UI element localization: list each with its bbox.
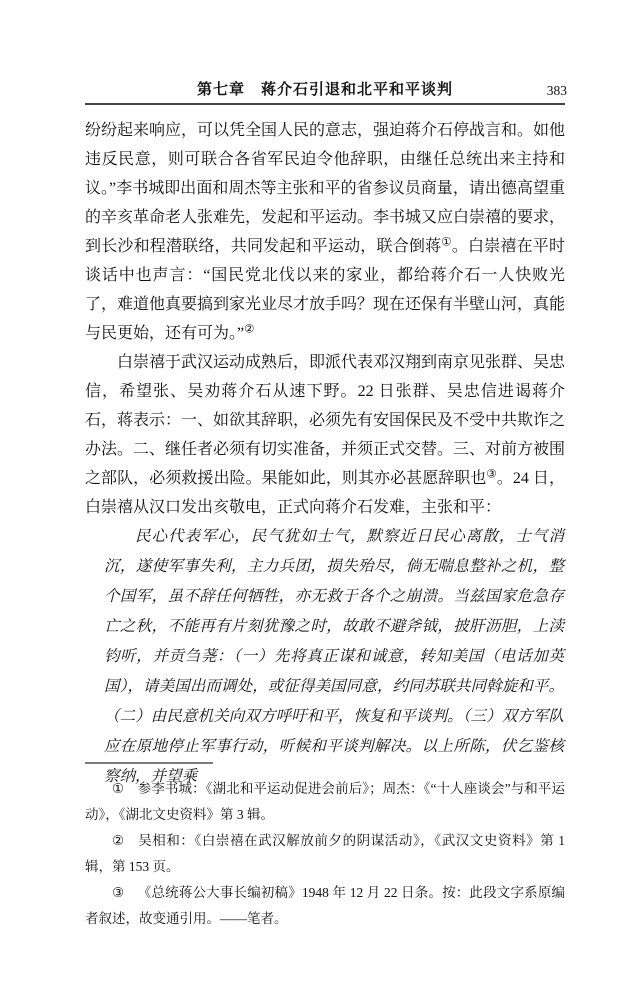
footnote-2 bbox=[85, 828, 565, 880]
footnote-3 bbox=[85, 880, 565, 932]
page-number: 383 bbox=[546, 83, 567, 98]
footnotes-section bbox=[85, 762, 565, 932]
header-rule bbox=[85, 103, 565, 105]
footnote-2-text: 吴相和：《白崇禧在武汉解放前夕的阴谋活动》，《武汉文史资料》第 1 辑，第 153 页。 bbox=[85, 833, 566, 874]
footnote-3-marker: ③ bbox=[112, 885, 125, 900]
main-text-block bbox=[85, 116, 565, 792]
footnote-1 bbox=[85, 776, 565, 828]
paragraph-baichongxi: 白崇禧于武汉运动成熟后，即派代表邓汉翔到南京见张群、吴忠信，希望张、吴劝蒋介石从速下野。22 日张群、吴忠信进谒蒋介石，蒋表示：一、如欲其辞职，必须先有安国保民及不受中共欺诈之办法。二、继任者必须有切实准备，并须正式交替。三、对前方被围之部队，必须救援出险。果能如此，则其亦必甚愿辞职也③。24 日，白崇禧从汉口发出亥敬电，正式向蒋介石发难，主张和平： bbox=[85, 354, 566, 516]
paragraph-continuation: 纷纷起来响应，可以凭全国人民的意志，强迫蒋介石停战言和。如他违反民意，则可联合各省军民迫令他辞职，由继任总统出来主持和议。”李书城即出面和周杰等主张和平的省参议员商量，请出德高望重的辛亥革命老人张难先，发起和平运动。李书城又应白崇禧的要求，到长沙和程潜联络，共同发起和平运动，联合倒蒋①。白崇禧在平时谈话中也声言：“国民党北伐以来的家业，都给蒋介石一人快败光了，难道他真要搞到家光业尽才放手吗？现在还保有半壁山河，真能与民更始，还有可为。”② bbox=[85, 122, 566, 342]
footnote-2-marker: ② bbox=[112, 833, 125, 848]
block-quote-telegram: 民心代表军心，民气犹如士气，默察近日民心离散，士气消沉，遂使军事失利，主力兵团，损失殆尽，倘无喘息整补之机，整个国军，虽不辞任何牺牲，亦无救于各个之崩溃。当兹国家危急存亡之秋，不能再有片刻犹豫之时，故敢不避斧钺，披肝沥胆，上渎钧听，并贡刍荛：（一）先将真正谋和诚意，转知美国（电话加英国），请美国出而调处，或征得美国同意，约同苏联共同斡旋和平。（二）由民意机关向双方呼吁和平，恢复和平谈判。（三）双方军队应在原地停止军事行动，听候和平谈判解决。以上所陈，伏乞鉴核察纳，并望乘 bbox=[104, 528, 564, 785]
footnote-1-text: 参李书城：《湖北和平运动促进会前后》；周杰：《“十人座谈会”与和平运动》，《湖北文史资料》第 3 辑。 bbox=[85, 781, 566, 822]
footnote-1-marker: ① bbox=[112, 781, 125, 796]
footnote-separator-rule bbox=[85, 762, 213, 764]
running-title: 第七章 蒋介石引退和北平和平谈判 bbox=[196, 82, 453, 98]
footnote-3-text: 《总统蒋公大事长编初稿》1948 年 12 月 22 日条。按：此段文字系原编者叙述，故变通引用。——笔者。 bbox=[85, 885, 565, 926]
page-header bbox=[85, 80, 565, 100]
